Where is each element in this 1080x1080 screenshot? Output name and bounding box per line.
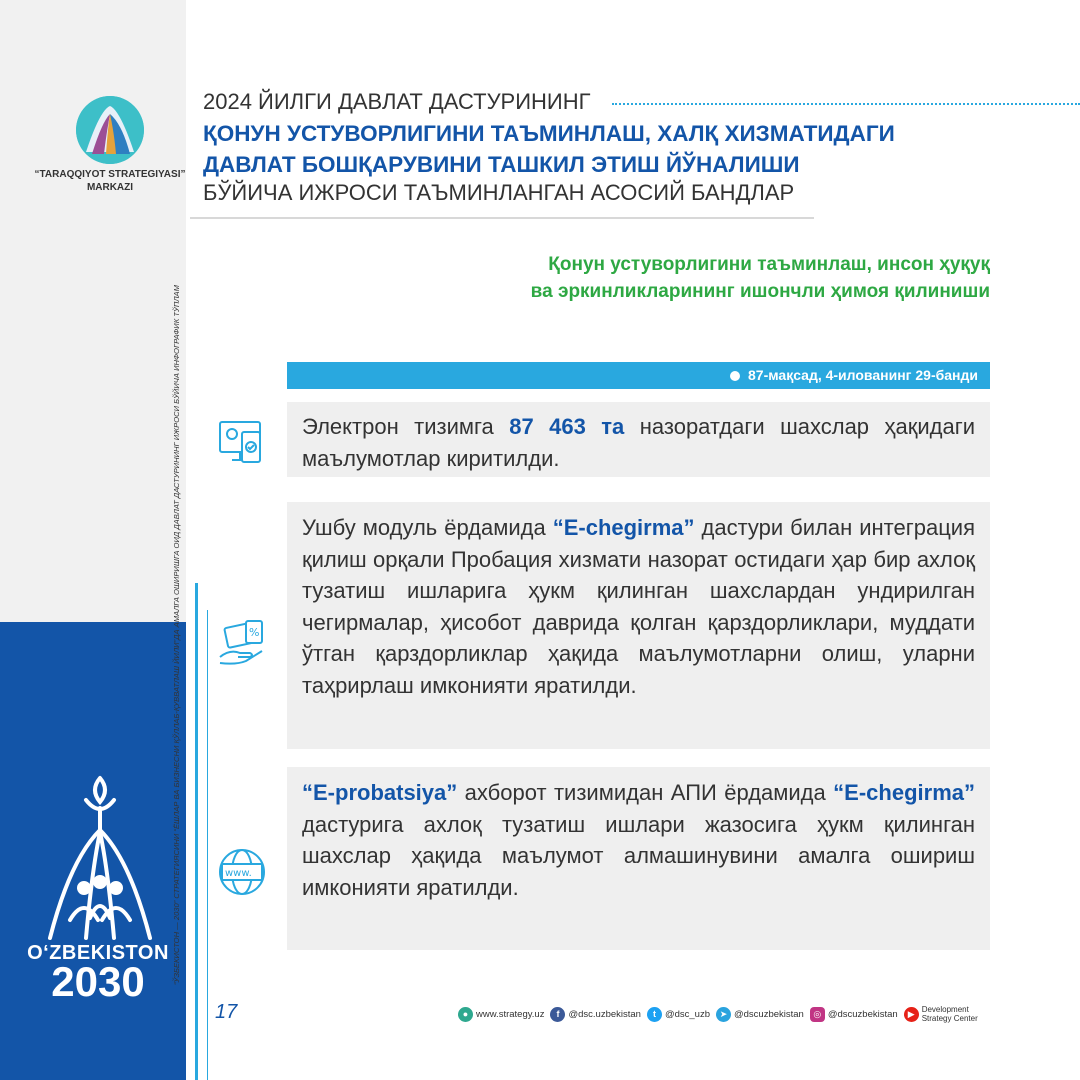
header-line-1: 2024 ЙИЛГИ ДАВЛАТ ДАСТУРИНИНГ (203, 89, 591, 114)
footer-instagram-text: @dscuzbekistan (827, 1008, 898, 1020)
card-3-highlight-2: “E-chegirma” (833, 780, 975, 805)
decorative-line-thin (207, 610, 208, 1080)
facebook-icon: f (550, 1007, 565, 1022)
computer-gear-icon (216, 416, 268, 468)
footer-youtube-link[interactable] (904, 1005, 978, 1023)
card-1-highlight: 87 463 та (509, 414, 625, 439)
globe-www-icon (216, 846, 268, 898)
card-1-text-end: назоратдаги шахслар ҳақидаги маълумотлар киритилди. (302, 414, 976, 471)
header-dotted-rule (612, 103, 1080, 105)
footer-instagram-link[interactable] (810, 1007, 898, 1022)
section-title-line-1: Қонун устуворлигини таъминлаш, инсон ҳуқуқ (548, 254, 990, 275)
footer-telegram-link[interactable] (716, 1007, 804, 1022)
page-number: 17 (215, 1001, 238, 1023)
org-subtitle: MARKAZI (86, 182, 134, 193)
card-2-text-end: дастури билан интеграция қилиш орқали Пробация хизмати назорат остидаги ҳар бир ахлоқ тузатиш ишларига ҳукм қилинган шахслардан ундирилган чегирмалар, ҳисобот даврида қолган қарздорликлари, муддати ўтган қарздорликлар ҳақида маълумотларни олиш, уларни таҳрирлаш имконияти яратилди. (302, 515, 975, 698)
footer-web-link[interactable] (458, 1007, 544, 1022)
footer-twitter-link[interactable] (647, 1007, 710, 1022)
info-card-3-text (302, 777, 975, 903)
section-title (420, 251, 990, 305)
reference-bar (287, 362, 990, 389)
card-3-text-middle: ахборот тизимидан АПИ ёрдамида (457, 780, 834, 805)
globe-icon: ● (458, 1007, 473, 1022)
card-2-text-start: Ушбу модуль ёрдамида (302, 515, 553, 540)
info-card-2 (287, 502, 990, 749)
svg-text:%: % (249, 626, 260, 639)
footer-telegram-text: @dscuzbekistan (733, 1008, 804, 1020)
info-card-1 (287, 402, 990, 477)
footer-twitter-text: @dsc_uzb (664, 1008, 710, 1020)
side-caption: “ЎЗБЕКИСТОН — 2030” СТРАТЕГИЯСИНИ “ЁШЛАР ВА БИЗНЕСНИ ҚЎЛЛАБ-ҚУВВАТЛАШ ЙИЛИ”ДА АМАЛГА ОШИРИШГА ОИД ДАВЛАТ ДАСТУРИНИНГ ИЖРОСИ БЎЙИЧА ИНФОГРАФИК ТЎПЛАМ (172, 285, 181, 985)
footer-youtube-text (922, 1005, 978, 1023)
card-2-highlight: “E-chegirma” (552, 515, 695, 540)
instagram-icon: ◎ (810, 1007, 825, 1022)
header-line-2: ҚОНУН УСТУВОРЛИГИНИ ТАЪМИНЛАШ, ХАЛҚ ХИЗМАТИДАГИ (203, 121, 895, 146)
org-logo (76, 96, 144, 164)
section-title-line-2: ва эркинликларининг ишончли ҳимоя қилиниши (530, 281, 990, 302)
youtube-icon: ▶ (904, 1007, 919, 1022)
svg-text:www.: www. (225, 868, 252, 879)
bullet-dot-icon (730, 371, 740, 381)
info-card-3 (287, 767, 990, 950)
card-1-text-start: Электрон тизимга (302, 414, 510, 439)
footer-dsc-line-1: Development (921, 1005, 969, 1014)
hand-card-percent-icon (216, 617, 268, 669)
twitter-icon: t (647, 1007, 662, 1022)
card-3-text-end: дастурига ахлоқ тузатиш ишлари жазосига ҳукм қилинган шахслар ҳақида маълумот алмашинувини амалга ошириш имконияти яратилди. (302, 811, 975, 900)
footer-web-text: www.strategy.uz (476, 1008, 545, 1020)
header-title (203, 118, 895, 180)
info-card-2-text (302, 512, 975, 701)
footer-facebook-text: @dsc.uzbekistan (568, 1008, 641, 1020)
header-line-3: ДАВЛАТ БОШҚАРУВИНИ ТАШКИЛ ЭТИШ ЙЎНАЛИШИ (203, 152, 800, 177)
org-name: “TARAQQIYOT STRATEGIYASI” (34, 169, 186, 180)
info-card-1-text (302, 411, 975, 474)
reference-text: 87-мақсад, 4-илованинг 29-банди (748, 367, 978, 383)
header-line-4: БЎЙИЧА ИЖРОСИ ТАЪМИНЛАНГАН АСОСИЙ БАНДЛАР (203, 180, 795, 205)
telegram-icon: ➤ (716, 1007, 731, 1022)
emblem-country: O‘ZBEKISTON (27, 942, 169, 964)
footer-dsc-line-2: Strategy Center (921, 1014, 978, 1023)
header-rule (190, 217, 814, 219)
footer-social-links (458, 1003, 978, 1025)
emblem-year: 2030 (51, 958, 145, 1005)
uzbekistan-2030-emblem-icon (40, 770, 160, 940)
card-3-highlight-1: “E-probatsiya” (302, 780, 458, 805)
footer-facebook-link[interactable] (550, 1007, 640, 1022)
